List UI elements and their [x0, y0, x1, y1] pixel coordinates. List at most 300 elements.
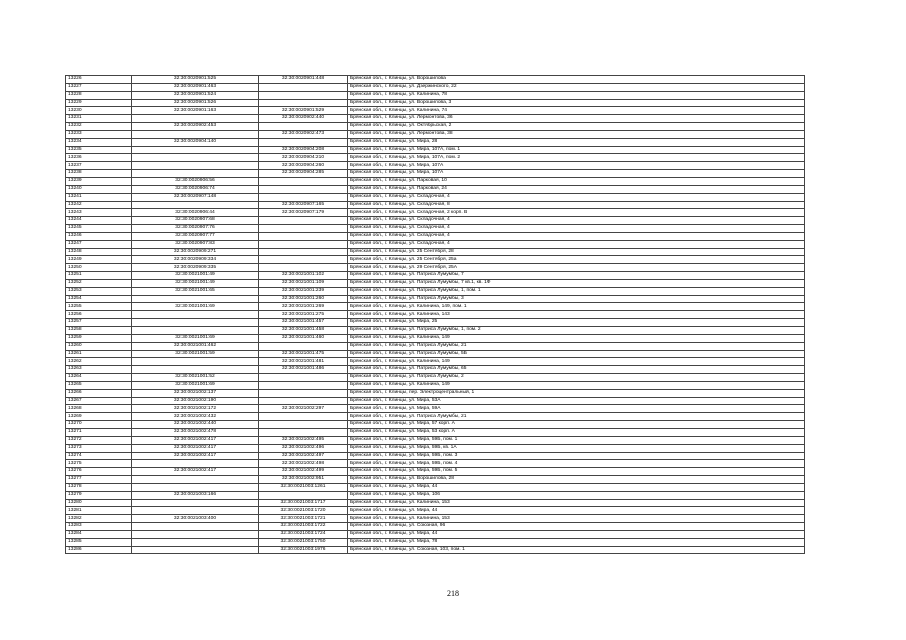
object-cadastral-cell	[259, 138, 348, 146]
object-cadastral-cell	[259, 342, 348, 350]
address-cell: Брянская обл., г. Клинцы, ул. Парковая, 10	[348, 177, 805, 185]
address-cell: Брянская обл., г. Клинцы, ул. Калинина, 153	[348, 515, 805, 523]
address-cell: Брянская обл., г. Клинцы, ул. Патриса Лумумбы, 2	[348, 374, 805, 382]
address-cell: Брянская обл., г. Клинцы, ул. Патриса Лумумбы, 1, пом. 2	[348, 327, 805, 335]
address-cell: Брянская обл., г. Клинцы, ул. Калинина, 78	[348, 91, 805, 99]
cadastral-number-cell: 32:30:0020901:525	[132, 76, 259, 84]
address-cell: Брянская обл., г. Клинцы, ул. Калинина, 149	[348, 358, 805, 366]
cadastral-number-cell: 32:30:0020909:334	[132, 256, 259, 264]
record-number-cell: 13251	[66, 272, 132, 280]
table-row	[66, 530, 805, 538]
cadastral-number-cell: 32:30:0021001:65	[132, 287, 259, 295]
object-cadastral-cell	[259, 381, 348, 389]
object-cadastral-cell: 32:30:0020907:165	[259, 201, 348, 209]
object-cadastral-cell: 32:30:0021003:1750	[259, 538, 348, 546]
table-row	[66, 405, 805, 413]
record-number-cell: 13275	[66, 460, 132, 468]
record-number-cell: 13270	[66, 421, 132, 429]
cadastral-number-cell: 32:30:0020901:526	[132, 99, 259, 107]
table-row	[66, 162, 805, 170]
property-registry-table	[65, 75, 805, 554]
object-cadastral-cell: 32:30:0021002:495	[259, 436, 348, 444]
object-cadastral-cell: 32:30:0020902:440	[259, 115, 348, 123]
table-row	[66, 421, 805, 429]
address-cell: Брянская обл., г. Клинцы, ул. Патриса Лумумбы, 5Б	[348, 350, 805, 358]
cadastral-number-cell: 32:30:0021001:49	[132, 272, 259, 280]
address-cell: Брянская обл., г. Клинцы, ул. Калинина, 149, пом. 1	[348, 303, 805, 311]
record-number-cell: 13227	[66, 83, 132, 91]
table-row	[66, 334, 805, 342]
address-cell: Брянская обл., г. Клинцы, ул. Мира, 107А	[348, 170, 805, 178]
object-cadastral-cell: 32:30:0021001:460	[259, 334, 348, 342]
table-row	[66, 91, 805, 99]
address-cell: Брянская обл., г. Клинцы, ул. Складочная, 4	[348, 240, 805, 248]
cadastral-number-cell	[132, 146, 259, 154]
table-row	[66, 311, 805, 319]
object-cadastral-cell	[259, 91, 348, 99]
address-cell: Брянская обл., г. Клинцы, ул. Союзная, 96	[348, 523, 805, 531]
address-cell: Брянская обл., г. Клинцы, ул. Парковая, 24	[348, 185, 805, 193]
object-cadastral-cell: 32:30:0020904:285	[259, 170, 348, 178]
record-number-cell: 13236	[66, 154, 132, 162]
address-cell: Брянская обл., г. Клинцы, ул. Мира, 44	[348, 507, 805, 515]
table-row	[66, 546, 805, 554]
table-row	[66, 428, 805, 436]
cadastral-number-cell: 32:30:0021001:69	[132, 381, 259, 389]
record-number-cell: 13282	[66, 515, 132, 523]
table-row	[66, 499, 805, 507]
table-row	[66, 76, 805, 84]
record-number-cell: 13286	[66, 546, 132, 554]
cadastral-number-cell: 32:30:0020907:68	[132, 217, 259, 225]
cadastral-number-cell: 32:30:0021002:190	[132, 397, 259, 405]
record-number-cell: 13230	[66, 107, 132, 115]
address-cell: Брянская обл., г. Клинцы, ул. Мира, 78	[348, 538, 805, 546]
record-number-cell: 13243	[66, 209, 132, 217]
address-cell: Брянская обл., г. Клинцы, ул. Мира, 59Б, пом. 1	[348, 436, 805, 444]
object-cadastral-cell: 32:30:0021001:486	[259, 366, 348, 374]
record-number-cell: 13260	[66, 342, 132, 350]
record-number-cell: 13246	[66, 232, 132, 240]
table-row	[66, 319, 805, 327]
table-row	[66, 99, 805, 107]
page-number: 218	[447, 589, 459, 598]
record-number-cell: 13256	[66, 311, 132, 319]
address-cell: Брянская обл., г. Клинцы, ул. Дзержинского, 22	[348, 83, 805, 91]
address-cell: Брянская обл., г. Клинцы, ул. Мира, 107А	[348, 162, 805, 170]
object-cadastral-cell: 32:30:0021003:1721	[259, 515, 348, 523]
object-cadastral-cell	[259, 413, 348, 421]
address-cell: Брянская обл., г. Клинцы, ул. Лермонтова, 36	[348, 115, 805, 123]
cadastral-number-cell	[132, 358, 259, 366]
object-cadastral-cell: 32:30:0021001:269	[259, 303, 348, 311]
cadastral-number-cell	[132, 170, 259, 178]
object-cadastral-cell: 32:30:0021002:498	[259, 460, 348, 468]
object-cadastral-cell	[259, 264, 348, 272]
cadastral-number-cell	[132, 546, 259, 554]
object-cadastral-cell: 32:30:0021003:1722	[259, 523, 348, 531]
object-cadastral-cell	[259, 123, 348, 131]
table-row	[66, 115, 805, 123]
address-cell: Брянская обл., г. Клинцы, ул. Мира, 59Б, пом. 3	[348, 452, 805, 460]
address-cell: Брянская обл., г. Клинцы, ул. Патриса Лумумбы, 1, пом. 1	[348, 287, 805, 295]
table-row	[66, 515, 805, 523]
cadastral-number-cell: 32:30:0021002:137	[132, 389, 259, 397]
record-number-cell: 13238	[66, 170, 132, 178]
cadastral-number-cell	[132, 201, 259, 209]
record-number-cell: 13266	[66, 389, 132, 397]
object-cadastral-cell	[259, 248, 348, 256]
address-cell: Брянская обл., г. Клинцы, ул. 25 Сентября, 25а	[348, 256, 805, 264]
cadastral-number-cell: 32:30:0020901:524	[132, 91, 259, 99]
object-cadastral-cell: 32:30:0021001:275	[259, 311, 348, 319]
object-cadastral-cell: 32:30:0020901:448	[259, 76, 348, 84]
cadastral-number-cell: 32:30:0021001:69	[132, 334, 259, 342]
record-number-cell: 13265	[66, 381, 132, 389]
object-cadastral-cell: 32:30:0020904:210	[259, 154, 348, 162]
object-cadastral-cell	[259, 389, 348, 397]
record-number-cell: 13271	[66, 428, 132, 436]
table-row	[66, 154, 805, 162]
address-cell: Брянская обл., г. Клинцы, ул. 25 Сентября, 28	[348, 248, 805, 256]
cadastral-number-cell: 32:30:0021001:59	[132, 350, 259, 358]
address-cell: Брянская обл., г. Клинцы, ул. Складочная, 2 корп. В	[348, 209, 805, 217]
object-cadastral-cell: 32:30:0021001:102	[259, 272, 348, 280]
object-cadastral-cell: 32:30:0021001:260	[259, 295, 348, 303]
record-number-cell: 13258	[66, 327, 132, 335]
record-number-cell: 13232	[66, 123, 132, 131]
table-row	[66, 170, 805, 178]
object-cadastral-cell: 32:30:0021002:951	[259, 476, 348, 484]
address-cell: Брянская обл., г. Клинцы, ул. Мира, 59Б, пом. 5	[348, 468, 805, 476]
object-cadastral-cell: 32:30:0021002:496	[259, 444, 348, 452]
object-cadastral-cell	[259, 421, 348, 429]
cadastral-number-cell: 32:30:0020906:74	[132, 185, 259, 193]
cadastral-number-cell	[132, 483, 259, 491]
cadastral-number-cell: 32:30:0021002:417	[132, 444, 259, 452]
record-number-cell: 13268	[66, 405, 132, 413]
record-number-cell: 13247	[66, 240, 132, 248]
cadastral-number-cell: 32:30:0020901:163	[132, 107, 259, 115]
object-cadastral-cell: 32:30:0021001:109	[259, 279, 348, 287]
cadastral-number-cell: 32:30:0020906:56	[132, 177, 259, 185]
address-cell: Брянская обл., г. Клинцы, ул. Мира, 53 корп. А	[348, 428, 805, 436]
address-cell: Брянская обл., г. Клинцы, ул. Октябрьская, 2	[348, 123, 805, 131]
table-row	[66, 374, 805, 382]
cadastral-number-cell: 32:30:0021002:417	[132, 468, 259, 476]
record-number-cell: 13254	[66, 295, 132, 303]
record-number-cell: 13276	[66, 468, 132, 476]
object-cadastral-cell: 32:30:0021003:1261	[259, 483, 348, 491]
cadastral-number-cell	[132, 130, 259, 138]
cadastral-number-cell: 32:30:0021001:462	[132, 342, 259, 350]
address-cell: Брянская обл., г. Клинцы, ул. Мира, 57 корп. А	[348, 421, 805, 429]
cadastral-number-cell: 32:30:0021002:417	[132, 452, 259, 460]
record-number-cell: 13267	[66, 397, 132, 405]
table-row	[66, 209, 805, 217]
cadastral-number-cell	[132, 523, 259, 531]
object-cadastral-cell	[259, 428, 348, 436]
cadastral-number-cell: 32:30:0020909:271	[132, 248, 259, 256]
address-cell: Брянская обл., г. Клинцы, ул. Мира, 106	[348, 491, 805, 499]
table-row	[66, 287, 805, 295]
address-cell: Брянская обл., г. Клинцы, ул. Складочная, 4	[348, 232, 805, 240]
address-cell: Брянская обл., г. Клинцы, ул. Складочная, 4	[348, 217, 805, 225]
cadastral-number-cell: 32:30:0020907:76	[132, 225, 259, 233]
object-cadastral-cell: 32:30:0021001:481	[259, 358, 348, 366]
table-row	[66, 240, 805, 248]
address-cell: Брянская обл., г. Клинцы, ул. Ворошилова, 28	[348, 476, 805, 484]
record-number-cell: 13257	[66, 319, 132, 327]
cadastral-number-cell: 32:30:0020906:44	[132, 209, 259, 217]
record-number-cell: 13248	[66, 248, 132, 256]
record-number-cell: 13237	[66, 162, 132, 170]
cadastral-number-cell: 32:30:0020907:77	[132, 232, 259, 240]
record-number-cell: 13231	[66, 115, 132, 123]
record-number-cell: 13274	[66, 452, 132, 460]
table-row	[66, 130, 805, 138]
table-row	[66, 264, 805, 272]
address-cell: Брянская обл., г. Клинцы, ул. Лермонтова, 38	[348, 130, 805, 138]
table-row	[66, 444, 805, 452]
table-row	[66, 107, 805, 115]
object-cadastral-cell: 32:30:0021002:497	[259, 452, 348, 460]
object-cadastral-cell	[259, 240, 348, 248]
address-cell: Брянская обл., г. Клинцы, ул. Патриса Лумумбы, 21	[348, 413, 805, 421]
cadastral-number-cell	[132, 295, 259, 303]
cadastral-number-cell: 32:30:0021001:49	[132, 279, 259, 287]
cadastral-number-cell: 32:30:0020904:140	[132, 138, 259, 146]
address-cell: Брянская обл., г. Клинцы, ул. Мира, 25	[348, 319, 805, 327]
object-cadastral-cell	[259, 491, 348, 499]
object-cadastral-cell	[259, 177, 348, 185]
table-row	[66, 303, 805, 311]
cadastral-number-cell: 32:30:0020907:148	[132, 193, 259, 201]
table-row	[66, 256, 805, 264]
address-cell: Брянская обл., г. Клинцы, ул. Патриса Лумумбы, 21	[348, 342, 805, 350]
cadastral-number-cell: 32:30:0021002:478	[132, 428, 259, 436]
object-cadastral-cell: 32:30:0020902:473	[259, 130, 348, 138]
cadastral-number-cell	[132, 327, 259, 335]
cadastral-number-cell: 32:30:0021001:52	[132, 374, 259, 382]
cadastral-number-cell: 32:30:0020907:83	[132, 240, 259, 248]
address-cell: Брянская обл., г. Клинцы, ул. Мира, 107А, пом. 2	[348, 154, 805, 162]
record-number-cell: 13253	[66, 287, 132, 295]
object-cadastral-cell	[259, 193, 348, 201]
table-row	[66, 279, 805, 287]
address-cell: Брянская обл., г. Клинцы, ул. Патриса Лумумбы, 65	[348, 366, 805, 374]
record-number-cell: 13272	[66, 436, 132, 444]
address-cell: Брянская обл., г. Клинцы, ул. Мира, 59Б, пом. 4	[348, 460, 805, 468]
table-row	[66, 232, 805, 240]
object-cadastral-cell: 32:30:0020907:179	[259, 209, 348, 217]
address-cell: Брянская обл., г. Клинцы, ул. 29 Сентября, 25А	[348, 264, 805, 272]
table-row	[66, 350, 805, 358]
table-row	[66, 452, 805, 460]
object-cadastral-cell: 32:30:0021003:1717	[259, 499, 348, 507]
cadastral-number-cell: 32:30:0020909:335	[132, 264, 259, 272]
cadastral-number-cell	[132, 476, 259, 484]
object-cadastral-cell	[259, 374, 348, 382]
table-row	[66, 272, 805, 280]
object-cadastral-cell	[259, 99, 348, 107]
record-number-cell: 13252	[66, 279, 132, 287]
record-number-cell: 13285	[66, 538, 132, 546]
cadastral-number-cell	[132, 115, 259, 123]
record-number-cell: 13263	[66, 366, 132, 374]
record-number-cell: 13239	[66, 177, 132, 185]
cadastral-number-cell	[132, 311, 259, 319]
record-number-cell: 13281	[66, 507, 132, 515]
table-row	[66, 248, 805, 256]
address-cell: Брянская обл., г. Клинцы, ул. Калинина, 143	[348, 311, 805, 319]
table-row	[66, 123, 805, 131]
address-cell: Брянская обл., г. Клинцы, ул. Мира, 44	[348, 483, 805, 491]
address-cell: Брянская обл., г. Клинцы, ул. Калинина, 149	[348, 334, 805, 342]
record-number-cell: 13234	[66, 138, 132, 146]
record-number-cell: 13226	[66, 76, 132, 84]
record-number-cell: 13278	[66, 483, 132, 491]
address-cell: Брянская обл., г. Клинцы, ул. Мира, 28	[348, 138, 805, 146]
table-row	[66, 327, 805, 335]
cadastral-number-cell: 32:30:0021001:69	[132, 303, 259, 311]
record-number-cell: 13283	[66, 523, 132, 531]
record-number-cell: 13245	[66, 225, 132, 233]
address-cell: Брянская обл., г. Клинцы, ул. Ворошилова, 3	[348, 99, 805, 107]
address-cell: Брянская обл., г. Клинцы, ул. Складочная, 8	[348, 201, 805, 209]
table-row	[66, 413, 805, 421]
object-cadastral-cell	[259, 232, 348, 240]
table-row	[66, 476, 805, 484]
table-row	[66, 483, 805, 491]
cadastral-number-cell	[132, 154, 259, 162]
object-cadastral-cell: 32:30:0021001:457	[259, 319, 348, 327]
object-cadastral-cell: 32:30:0020904:260	[259, 162, 348, 170]
cadastral-number-cell	[132, 507, 259, 515]
cadastral-number-cell	[132, 319, 259, 327]
cadastral-number-cell	[132, 460, 259, 468]
table-row	[66, 342, 805, 350]
record-number-cell: 13240	[66, 185, 132, 193]
object-cadastral-cell: 32:30:0020901:529	[259, 107, 348, 115]
record-number-cell: 13269	[66, 413, 132, 421]
cadastral-number-cell	[132, 530, 259, 538]
address-cell: Брянская обл., г. Клинцы, ул. Патриса Лумумбы, 7	[348, 272, 805, 280]
object-cadastral-cell: 32:30:0020904:208	[259, 146, 348, 154]
table-row	[66, 491, 805, 499]
cadastral-number-cell: 32:30:0020901:463	[132, 83, 259, 91]
object-cadastral-cell: 32:30:0021003:1720	[259, 507, 348, 515]
table-row	[66, 225, 805, 233]
table-row	[66, 436, 805, 444]
record-number-cell: 13261	[66, 350, 132, 358]
address-cell: Брянская обл., г. Клинцы, ул. Патриса Лумумбы, 3	[348, 295, 805, 303]
record-number-cell: 13249	[66, 256, 132, 264]
cadastral-number-cell: 32:30:0021002:440	[132, 421, 259, 429]
table-row	[66, 358, 805, 366]
table-row	[66, 83, 805, 91]
record-number-cell: 13242	[66, 201, 132, 209]
object-cadastral-cell: 32:30:0021001:458	[259, 327, 348, 335]
record-number-cell: 13250	[66, 264, 132, 272]
address-cell: Брянская обл., г. Клинцы, ул. Калинина, 149	[348, 381, 805, 389]
table-row	[66, 460, 805, 468]
cadastral-number-cell	[132, 499, 259, 507]
address-cell: Брянская обл., г. Клинцы, ул. Патриса Лумумбы, 7 кв.1, кв. 1Ф	[348, 279, 805, 287]
address-cell: Брянская обл., г. Клинцы, ул. Ворошилова	[348, 76, 805, 84]
record-number-cell: 13277	[66, 476, 132, 484]
table-row	[66, 381, 805, 389]
cadastral-number-cell: 32:30:0021002:417	[132, 436, 259, 444]
cadastral-number-cell	[132, 162, 259, 170]
table-row	[66, 217, 805, 225]
table-row	[66, 468, 805, 476]
record-number-cell: 13259	[66, 334, 132, 342]
record-number-cell: 13284	[66, 530, 132, 538]
object-cadastral-cell: 32:30:0021001:239	[259, 287, 348, 295]
cadastral-number-cell	[132, 538, 259, 546]
table-row	[66, 389, 805, 397]
record-number-cell: 13264	[66, 374, 132, 382]
table-row	[66, 507, 805, 515]
table-row	[66, 193, 805, 201]
object-cadastral-cell: 32:30:0021003:1724	[259, 530, 348, 538]
record-number-cell: 13262	[66, 358, 132, 366]
address-cell: Брянская обл., г. Клинцы, ул. Союзная, 103, пом. 1	[348, 546, 805, 554]
table-row	[66, 185, 805, 193]
table-row	[66, 201, 805, 209]
address-cell: Брянская обл., г. Клинцы, ул. Мира, 107А, пом. 1	[348, 146, 805, 154]
registry-table-body	[66, 76, 805, 554]
address-cell: Брянская обл., г. Клинцы, ул. Мира, 44	[348, 530, 805, 538]
record-number-cell: 13235	[66, 146, 132, 154]
object-cadastral-cell	[259, 83, 348, 91]
record-number-cell: 13241	[66, 193, 132, 201]
object-cadastral-cell	[259, 185, 348, 193]
table-row	[66, 138, 805, 146]
table-row	[66, 295, 805, 303]
table-row	[66, 146, 805, 154]
address-cell: Брянская обл., г. Клинцы, ул. Мира, 59А	[348, 405, 805, 413]
table-row	[66, 523, 805, 531]
address-cell: Брянская обл., г. Клинцы, ул. Мира, 59Б, кв. 1А	[348, 444, 805, 452]
record-number-cell: 13255	[66, 303, 132, 311]
record-number-cell: 13273	[66, 444, 132, 452]
table-row	[66, 177, 805, 185]
table-row	[66, 366, 805, 374]
record-number-cell: 13228	[66, 91, 132, 99]
address-cell: Брянская обл., г. Клинцы, ул. Калинина, 153	[348, 499, 805, 507]
address-cell: Брянская обл., г. Клинцы, ул. Калинина, 74	[348, 107, 805, 115]
cadastral-number-cell: 32:30:0021002:432	[132, 413, 259, 421]
object-cadastral-cell	[259, 256, 348, 264]
object-cadastral-cell	[259, 397, 348, 405]
object-cadastral-cell: 32:30:0021002:499	[259, 468, 348, 476]
record-number-cell: 13280	[66, 499, 132, 507]
object-cadastral-cell	[259, 217, 348, 225]
address-cell: Брянская обл., г. Клинцы, ул. Мира, 53А	[348, 397, 805, 405]
record-number-cell: 13229	[66, 99, 132, 107]
record-number-cell: 13233	[66, 130, 132, 138]
address-cell: Брянская обл., г. Клинцы, ул. Складочная, 4	[348, 193, 805, 201]
object-cadastral-cell	[259, 225, 348, 233]
table-row	[66, 538, 805, 546]
cadastral-number-cell: 32:30:0021003:400	[132, 515, 259, 523]
object-cadastral-cell: 32:30:0021002:297	[259, 405, 348, 413]
object-cadastral-cell: 32:30:0021001:475	[259, 350, 348, 358]
cadastral-number-cell: 32:30:0021002:172	[132, 405, 259, 413]
record-number-cell: 13279	[66, 491, 132, 499]
